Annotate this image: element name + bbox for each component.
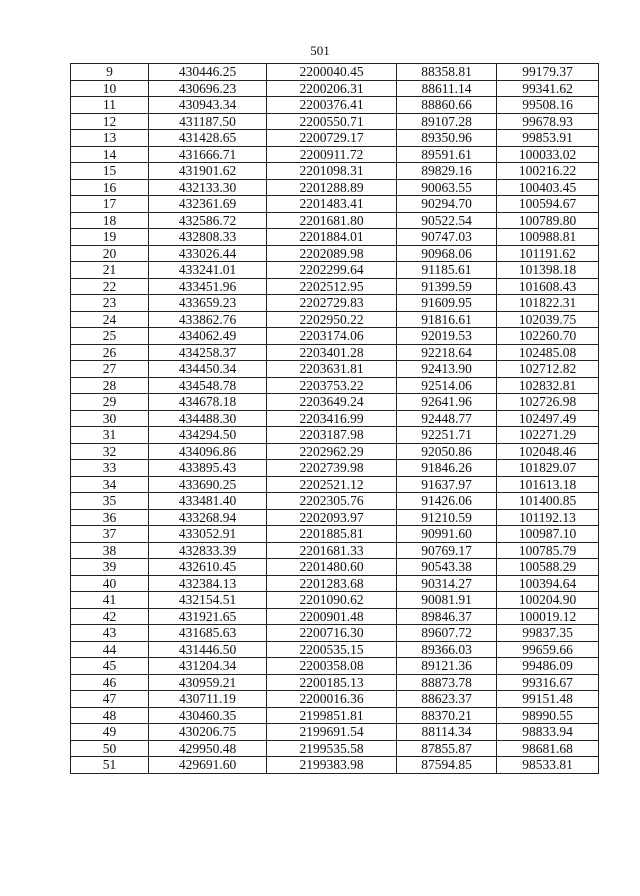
table-body	[71, 64, 599, 774]
table-cell-col-3: 2201283.68	[267, 575, 397, 592]
table-row	[71, 295, 599, 312]
table-cell-col-3: 2200185.13	[267, 674, 397, 691]
table-cell-col-1: 27	[71, 361, 149, 378]
table-cell-col-3: 2202950.22	[267, 311, 397, 328]
table-cell-col-1: 12	[71, 113, 149, 130]
table-cell-col-1: 43	[71, 625, 149, 642]
table-cell-col-3: 2203631.81	[267, 361, 397, 378]
table-row	[71, 344, 599, 361]
table-cell-col-4: 89121.36	[397, 658, 497, 675]
table-cell-col-3: 2199691.54	[267, 724, 397, 741]
coordinate-table	[70, 63, 599, 774]
table-cell-col-1: 14	[71, 146, 149, 163]
table-cell-col-1: 17	[71, 196, 149, 213]
table-cell-col-5: 100988.81	[497, 229, 599, 246]
table-cell-col-1: 16	[71, 179, 149, 196]
table-cell-col-3: 2201483.41	[267, 196, 397, 213]
table-cell-col-1: 9	[71, 64, 149, 81]
table-cell-col-1: 22	[71, 278, 149, 295]
table-cell-col-2: 434258.37	[149, 344, 267, 361]
table-cell-col-2: 434678.18	[149, 394, 267, 411]
table-row	[71, 608, 599, 625]
table-cell-col-3: 2203401.28	[267, 344, 397, 361]
table-cell-col-1: 47	[71, 691, 149, 708]
table-cell-col-2: 431187.50	[149, 113, 267, 130]
table-row	[71, 113, 599, 130]
table-row	[71, 361, 599, 378]
table-cell-col-4: 90063.55	[397, 179, 497, 196]
table-cell-col-4: 88114.34	[397, 724, 497, 741]
table-cell-col-3: 2200376.41	[267, 97, 397, 114]
table-row	[71, 212, 599, 229]
table-cell-col-2: 430460.35	[149, 707, 267, 724]
table-cell-col-4: 90081.91	[397, 592, 497, 609]
table-cell-col-4: 92019.53	[397, 328, 497, 345]
table-row	[71, 641, 599, 658]
table-cell-col-1: 18	[71, 212, 149, 229]
table-cell-col-4: 92050.86	[397, 443, 497, 460]
table-row	[71, 526, 599, 543]
table-cell-col-5: 99837.35	[497, 625, 599, 642]
table-cell-col-2: 432808.33	[149, 229, 267, 246]
table-cell-col-5: 100019.12	[497, 608, 599, 625]
table-cell-col-4: 92514.06	[397, 377, 497, 394]
table-cell-col-2: 430696.23	[149, 80, 267, 97]
table-row	[71, 229, 599, 246]
table-cell-col-3: 2200729.17	[267, 130, 397, 147]
table-cell-col-2: 434548.78	[149, 377, 267, 394]
table-cell-col-2: 430943.34	[149, 97, 267, 114]
table-cell-col-1: 21	[71, 262, 149, 279]
table-cell-col-2: 431446.50	[149, 641, 267, 658]
table-cell-col-3: 2201288.89	[267, 179, 397, 196]
table-cell-col-5: 102497.49	[497, 410, 599, 427]
table-cell-col-4: 90522.54	[397, 212, 497, 229]
table-cell-col-1: 38	[71, 542, 149, 559]
table-row	[71, 394, 599, 411]
table-cell-col-1: 29	[71, 394, 149, 411]
table-cell-col-4: 87594.85	[397, 757, 497, 774]
table-row	[71, 691, 599, 708]
table-cell-col-4: 92641.96	[397, 394, 497, 411]
table-cell-col-5: 100204.90	[497, 592, 599, 609]
table-cell-col-1: 41	[71, 592, 149, 609]
table-cell-col-4: 91185.61	[397, 262, 497, 279]
table-cell-col-5: 101829.07	[497, 460, 599, 477]
table-row	[71, 460, 599, 477]
table-cell-col-1: 49	[71, 724, 149, 741]
table-cell-col-4: 91426.06	[397, 493, 497, 510]
table-cell-col-3: 2202521.12	[267, 476, 397, 493]
table-row	[71, 427, 599, 444]
table-cell-col-4: 89350.96	[397, 130, 497, 147]
table-row	[71, 64, 599, 81]
table-cell-col-2: 429950.48	[149, 740, 267, 757]
table-cell-col-2: 434488.30	[149, 410, 267, 427]
table-row	[71, 707, 599, 724]
table-cell-col-3: 2200901.48	[267, 608, 397, 625]
table-cell-col-3: 2202305.76	[267, 493, 397, 510]
table-cell-col-5: 101822.31	[497, 295, 599, 312]
table-cell-col-5: 98833.94	[497, 724, 599, 741]
table-cell-col-3: 2200358.08	[267, 658, 397, 675]
table-row	[71, 542, 599, 559]
table-cell-col-3: 2202512.95	[267, 278, 397, 295]
table-cell-col-4: 90314.27	[397, 575, 497, 592]
table-cell-col-1: 36	[71, 509, 149, 526]
table-cell-col-1: 28	[71, 377, 149, 394]
table-cell-col-5: 102485.08	[497, 344, 599, 361]
table-cell-col-4: 88370.21	[397, 707, 497, 724]
table-cell-col-1: 15	[71, 163, 149, 180]
table-cell-col-5: 100403.45	[497, 179, 599, 196]
table-cell-col-3: 2203649.24	[267, 394, 397, 411]
table-cell-col-1: 46	[71, 674, 149, 691]
table-cell-col-1: 31	[71, 427, 149, 444]
table-cell-col-5: 99179.37	[497, 64, 599, 81]
table-cell-col-5: 99853.91	[497, 130, 599, 147]
table-cell-col-3: 2200016.36	[267, 691, 397, 708]
table-cell-col-2: 434096.86	[149, 443, 267, 460]
table-cell-col-4: 88358.81	[397, 64, 497, 81]
table-cell-col-3: 2199851.81	[267, 707, 397, 724]
table-cell-col-3: 2202089.98	[267, 245, 397, 262]
table-cell-col-3: 2199535.58	[267, 740, 397, 757]
table-cell-col-4: 89846.37	[397, 608, 497, 625]
table-row	[71, 757, 599, 774]
table-cell-col-5: 100216.22	[497, 163, 599, 180]
table-cell-col-5: 99341.62	[497, 80, 599, 97]
table-row	[71, 311, 599, 328]
table-cell-col-3: 2201090.62	[267, 592, 397, 609]
table-cell-col-2: 432610.45	[149, 559, 267, 576]
table-row	[71, 278, 599, 295]
table-cell-col-5: 101398.18	[497, 262, 599, 279]
table-row	[71, 97, 599, 114]
table-cell-col-5: 101608.43	[497, 278, 599, 295]
table-row	[71, 509, 599, 526]
table-cell-col-2: 434294.50	[149, 427, 267, 444]
table-cell-col-2: 433052.91	[149, 526, 267, 543]
table-cell-col-5: 100987.10	[497, 526, 599, 543]
table-cell-col-5: 100588.29	[497, 559, 599, 576]
table-cell-col-1: 48	[71, 707, 149, 724]
table-cell-col-1: 11	[71, 97, 149, 114]
table-cell-col-1: 32	[71, 443, 149, 460]
table-cell-col-5: 100789.80	[497, 212, 599, 229]
table-cell-col-1: 26	[71, 344, 149, 361]
table-row	[71, 377, 599, 394]
table-cell-col-2: 429691.60	[149, 757, 267, 774]
table-cell-col-2: 432833.39	[149, 542, 267, 559]
table-row	[71, 658, 599, 675]
table-cell-col-2: 431685.63	[149, 625, 267, 642]
table-cell-col-4: 90294.70	[397, 196, 497, 213]
table-row	[71, 146, 599, 163]
table-cell-col-1: 10	[71, 80, 149, 97]
table-cell-col-3: 2202729.83	[267, 295, 397, 312]
table-cell-col-1: 13	[71, 130, 149, 147]
table-cell-col-5: 102271.29	[497, 427, 599, 444]
table-cell-col-5: 98990.55	[497, 707, 599, 724]
table-row	[71, 262, 599, 279]
table-cell-col-4: 90543.38	[397, 559, 497, 576]
table-cell-col-5: 99151.48	[497, 691, 599, 708]
table-cell-col-5: 100785.79	[497, 542, 599, 559]
table-cell-col-5: 100594.67	[497, 196, 599, 213]
table-cell-col-1: 23	[71, 295, 149, 312]
table-cell-col-5: 98681.68	[497, 740, 599, 757]
table-cell-col-3: 2201681.80	[267, 212, 397, 229]
table-cell-col-2: 432133.30	[149, 179, 267, 196]
table-cell-col-1: 45	[71, 658, 149, 675]
table-cell-col-2: 433026.44	[149, 245, 267, 262]
table-cell-col-3: 2203416.99	[267, 410, 397, 427]
table-cell-col-5: 102048.46	[497, 443, 599, 460]
table-cell-col-4: 87855.87	[397, 740, 497, 757]
table-cell-col-3: 2202739.98	[267, 460, 397, 477]
table-row	[71, 575, 599, 592]
table-cell-col-2: 432361.69	[149, 196, 267, 213]
table-row	[71, 80, 599, 97]
table-cell-col-3: 2203187.98	[267, 427, 397, 444]
table-cell-col-3: 2200911.72	[267, 146, 397, 163]
table-cell-col-2: 432384.13	[149, 575, 267, 592]
table-cell-col-4: 91637.97	[397, 476, 497, 493]
page-number: 501	[310, 43, 330, 58]
table-cell-col-1: 33	[71, 460, 149, 477]
table-cell-col-1: 20	[71, 245, 149, 262]
table-cell-col-3: 2200206.31	[267, 80, 397, 97]
table-cell-col-4: 92251.71	[397, 427, 497, 444]
table-cell-col-3: 2203753.22	[267, 377, 397, 394]
table-row	[71, 163, 599, 180]
table-cell-col-1: 51	[71, 757, 149, 774]
table-cell-col-1: 40	[71, 575, 149, 592]
table-cell-col-2: 430206.75	[149, 724, 267, 741]
table-cell-col-2: 433862.76	[149, 311, 267, 328]
table-cell-col-1: 42	[71, 608, 149, 625]
table-cell-col-1: 30	[71, 410, 149, 427]
table-cell-col-3: 2199383.98	[267, 757, 397, 774]
table-cell-col-5: 102832.81	[497, 377, 599, 394]
table-cell-col-2: 430446.25	[149, 64, 267, 81]
table-cell-col-3: 2202962.29	[267, 443, 397, 460]
table-cell-col-1: 37	[71, 526, 149, 543]
table-cell-col-2: 433481.40	[149, 493, 267, 510]
table-cell-col-4: 91846.26	[397, 460, 497, 477]
table-cell-col-3: 2202093.97	[267, 509, 397, 526]
table-cell-col-2: 433690.25	[149, 476, 267, 493]
table-cell-col-1: 44	[71, 641, 149, 658]
table-cell-col-3: 2201098.31	[267, 163, 397, 180]
table-cell-col-2: 431666.71	[149, 146, 267, 163]
table-row	[71, 196, 599, 213]
table-cell-col-1: 24	[71, 311, 149, 328]
table-cell-col-5: 102712.82	[497, 361, 599, 378]
table-cell-col-4: 89829.16	[397, 163, 497, 180]
table-cell-col-2: 431204.34	[149, 658, 267, 675]
table-cell-col-2: 432154.51	[149, 592, 267, 609]
table-cell-col-2: 434062.49	[149, 328, 267, 345]
table-cell-col-1: 35	[71, 493, 149, 510]
table-cell-col-5: 99486.09	[497, 658, 599, 675]
table-cell-col-4: 90968.06	[397, 245, 497, 262]
table-cell-col-3: 2200535.15	[267, 641, 397, 658]
table-cell-col-5: 102726.98	[497, 394, 599, 411]
table-cell-col-4: 90991.60	[397, 526, 497, 543]
table-row	[71, 245, 599, 262]
table-cell-col-5: 99508.16	[497, 97, 599, 114]
table-cell-col-4: 89366.03	[397, 641, 497, 658]
table-cell-col-5: 101192.13	[497, 509, 599, 526]
table-cell-col-2: 433895.43	[149, 460, 267, 477]
table-cell-col-2: 433241.01	[149, 262, 267, 279]
table-cell-col-5: 101400.85	[497, 493, 599, 510]
table-cell-col-2: 434450.34	[149, 361, 267, 378]
table-cell-col-4: 89591.61	[397, 146, 497, 163]
table-cell-col-4: 91816.61	[397, 311, 497, 328]
table-row	[71, 592, 599, 609]
table-row	[71, 410, 599, 427]
table-cell-col-2: 433268.94	[149, 509, 267, 526]
table-cell-col-5: 98533.81	[497, 757, 599, 774]
table-cell-col-2: 430959.21	[149, 674, 267, 691]
table-row	[71, 443, 599, 460]
table-cell-col-4: 88611.14	[397, 80, 497, 97]
table-cell-col-2: 432586.72	[149, 212, 267, 229]
table-cell-col-1: 34	[71, 476, 149, 493]
table-row	[71, 625, 599, 642]
table-row	[71, 740, 599, 757]
table-cell-col-5: 101191.62	[497, 245, 599, 262]
table-cell-col-4: 91399.59	[397, 278, 497, 295]
table-cell-col-4: 88873.78	[397, 674, 497, 691]
table-cell-col-4: 90769.17	[397, 542, 497, 559]
table-row	[71, 130, 599, 147]
table-cell-col-3: 2200040.45	[267, 64, 397, 81]
table-cell-col-4: 88860.66	[397, 97, 497, 114]
table-cell-col-2: 431428.65	[149, 130, 267, 147]
table-cell-col-5: 102039.75	[497, 311, 599, 328]
table-row	[71, 476, 599, 493]
table-cell-col-4: 91210.59	[397, 509, 497, 526]
table-row	[71, 493, 599, 510]
table-cell-col-3: 2200550.71	[267, 113, 397, 130]
table-cell-col-4: 89107.28	[397, 113, 497, 130]
table-row	[71, 328, 599, 345]
table-cell-col-1: 50	[71, 740, 149, 757]
table-cell-col-4: 92218.64	[397, 344, 497, 361]
table-cell-col-4: 91609.95	[397, 295, 497, 312]
table-row	[71, 559, 599, 576]
table-cell-col-3: 2201681.33	[267, 542, 397, 559]
table-cell-col-3: 2201884.01	[267, 229, 397, 246]
table-cell-col-4: 88623.37	[397, 691, 497, 708]
table-cell-col-5: 100033.02	[497, 146, 599, 163]
table-cell-col-4: 92413.90	[397, 361, 497, 378]
table-row	[71, 179, 599, 196]
table-cell-col-1: 39	[71, 559, 149, 576]
table-cell-col-3: 2201885.81	[267, 526, 397, 543]
table-cell-col-3: 2202299.64	[267, 262, 397, 279]
table-cell-col-1: 25	[71, 328, 149, 345]
table-cell-col-5: 99316.67	[497, 674, 599, 691]
table-cell-col-4: 89607.72	[397, 625, 497, 642]
table-cell-col-5: 99659.66	[497, 641, 599, 658]
table-row	[71, 674, 599, 691]
table-cell-col-5: 101613.18	[497, 476, 599, 493]
table-cell-col-2: 430711.19	[149, 691, 267, 708]
table-cell-col-1: 19	[71, 229, 149, 246]
table-cell-col-3: 2201480.60	[267, 559, 397, 576]
table-cell-col-2: 431921.65	[149, 608, 267, 625]
table-cell-col-5: 100394.64	[497, 575, 599, 592]
table-cell-col-5: 102260.70	[497, 328, 599, 345]
table-row	[71, 724, 599, 741]
table-cell-col-3: 2203174.06	[267, 328, 397, 345]
table-cell-col-2: 433451.96	[149, 278, 267, 295]
table-cell-col-2: 433659.23	[149, 295, 267, 312]
table-cell-col-3: 2200716.30	[267, 625, 397, 642]
table-cell-col-4: 90747.03	[397, 229, 497, 246]
table-cell-col-2: 431901.62	[149, 163, 267, 180]
table-cell-col-4: 92448.77	[397, 410, 497, 427]
table-cell-col-5: 99678.93	[497, 113, 599, 130]
